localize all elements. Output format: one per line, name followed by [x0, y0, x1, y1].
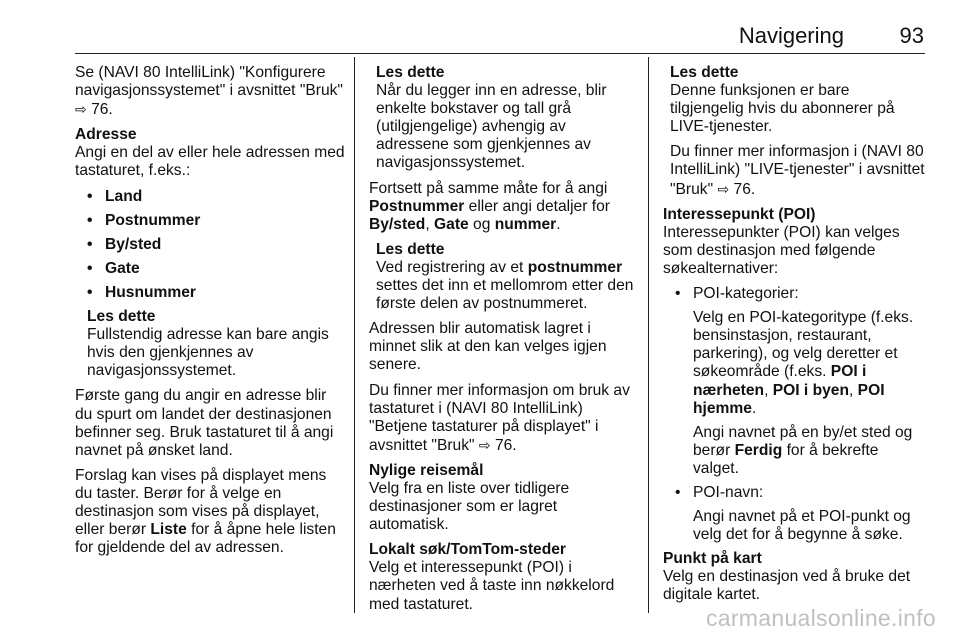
separator-text: , — [425, 215, 435, 233]
separator-text-2: og — [468, 215, 495, 233]
poi-nearby-option: POI i nærheten — [693, 363, 867, 399]
poi-category-text: Velg en POI-kategoritype (f.eks. bensinstasjon, restaurant, parkering), og velg deretter et søkeområde (f.eks. — [693, 309, 914, 381]
column-3 — [663, 64, 927, 612]
note-text — [376, 259, 639, 313]
suggestions-paragraph — [75, 467, 347, 557]
intro-paragraph — [75, 64, 347, 119]
local-search-text: Velg et interessepunkt (POI) i nærheten ved å taste inn nøkkelord med tastaturet. — [369, 559, 615, 613]
column-divider-1 — [354, 57, 355, 613]
suggestions-text-end: for å åpne hele listen for gjeldende del av adressen. — [75, 521, 336, 557]
poi-home-option: POI hjemme — [693, 381, 885, 417]
intro-text: Se (NAVI 80 IntelliLink) "Konfigurere navigasjonssystemet" i avsnittet "Bruk" — [75, 64, 343, 100]
page-ref-arrow-icon: ⇨ — [478, 436, 491, 453]
note-text: Når du legger inn en adresse, blir enkelte bokstaver og tall grå (utilgjengelige) avhengig av adressene som gjenkjennes av navigasjonssystemet. — [376, 82, 607, 172]
continue-text-2: eller angi detaljer for — [464, 197, 610, 215]
note-text-2 — [670, 143, 927, 198]
list-button-label: Liste — [150, 521, 187, 539]
continue-text: Fortsett på samme måte for å angi — [369, 179, 608, 197]
period-text: . — [556, 215, 561, 233]
address-field-list — [75, 188, 347, 302]
address-heading: Adresse — [75, 126, 137, 144]
local-search-heading: Lokalt søk/TomTom-steder — [369, 541, 566, 559]
continue-paragraph — [369, 180, 639, 234]
poi-category-label: • POI-kategorier: — [693, 285, 799, 303]
poi-category-confirm — [693, 424, 927, 478]
map-point-text: Velg en destinasjon ved å bruke det digitale kartet. — [663, 568, 911, 604]
note-text-start: Ved registrering av et — [376, 258, 528, 276]
first-time-paragraph: Første gang du angir en adresse blir du spurt om landet der destinasjonen befinner seg. Bruk tastaturet til å angi navnet på ønsket land. — [75, 387, 334, 459]
note-box — [376, 241, 639, 313]
note-text-2-start: Du finner mer informasjon i (NAVI 80 IntelliLink) "LIVE-tjenester" i avsnittet "Bruk" — [670, 143, 925, 198]
page-ref-arrow-icon: ⇨ — [75, 101, 87, 118]
note-text: Denne funksjonen er bare tilgjengelig hvis du abonnerer på LIVE-tjenester. — [670, 82, 895, 136]
list-item: • Husnummer — [75, 284, 347, 302]
note-text: Fullstendig adresse kan bare angis hvis den gjenkjennes av navigasjonssystemet. — [87, 326, 329, 380]
column-1 — [75, 64, 347, 564]
confirm-text-end: for å bekrefte valget. — [693, 441, 879, 477]
page-header — [0, 0, 960, 54]
poi-category-description — [693, 309, 927, 418]
more-info-page-ref: 76. — [490, 436, 517, 454]
suggestions-text: Forslag kan vises på displayet mens du taster. Berør for å velge en destinasjon som vises på displayet, eller berør — [75, 466, 327, 539]
poi-name-label: • POI-navn: — [693, 483, 764, 501]
local-search-section — [369, 541, 639, 613]
header-rule — [75, 53, 925, 54]
more-info-text: Du finner mer informasjon om bruk av tastaturet i (NAVI 80 IntelliLink) "Betjene tastaturer på displayet" i avsnittet "Bruk" — [369, 381, 630, 454]
separator-text-2: , — [849, 381, 858, 399]
saved-paragraph: Adressen blir automatisk lagret i minnet slik at den kan velges igjen senere. — [369, 320, 607, 374]
more-info-paragraph — [369, 382, 639, 455]
list-item: • Land — [75, 188, 347, 206]
period-text: . — [751, 399, 757, 417]
postcode-term: postnummer — [527, 258, 623, 276]
separator-text: , — [764, 381, 773, 399]
poi-category-item — [663, 285, 927, 303]
poi-text: Interessepunkter (POI) kan velges som destinasjon med følgende søkealternativer: — [663, 223, 900, 277]
postcode-label: Postnummer — [369, 197, 465, 215]
address-section — [75, 126, 347, 180]
note-box — [87, 308, 347, 380]
confirm-text: Angi navnet på en by/et sted og berør — [693, 423, 913, 459]
list-item: • By/sted — [75, 236, 347, 254]
recent-section — [369, 462, 639, 534]
poi-name-item — [663, 484, 927, 502]
note-heading: Les dette — [670, 64, 739, 81]
note-heading: Les dette — [376, 64, 445, 81]
map-point-heading: Punkt på kart — [663, 550, 762, 568]
street-label: Gate — [434, 215, 469, 233]
done-button-label: Ferdig — [734, 441, 783, 459]
list-item: • Postnummer — [75, 212, 347, 230]
note-box — [376, 64, 639, 173]
recent-heading: Nylige reisemål — [369, 461, 484, 479]
note-box — [670, 64, 927, 199]
page-number: 93 — [899, 23, 924, 48]
recent-text: Velg fra en liste over tidligere destinasjoner som er lagret automatisk. — [369, 479, 570, 534]
page-ref-arrow-icon: ⇨ — [717, 180, 730, 197]
column-divider-2 — [648, 57, 649, 613]
note-text-end: settes det inn et mellomrom etter den første delen av postnummeret. — [376, 277, 634, 313]
address-text: Angi en del av eller hele adressen med tastaturet, f.eks.: — [75, 144, 345, 180]
poi-city-option: POI i byen — [772, 381, 849, 399]
watermark: carmanualsonline.info — [705, 605, 936, 631]
note-page-ref: 76. — [729, 180, 756, 198]
number-label: nummer — [494, 215, 557, 233]
poi-name-description: Angi navnet på et POI-punkt og velg det for å begynne å søke. — [693, 508, 911, 544]
note-heading: Les dette — [376, 240, 445, 258]
note-heading: Les dette — [87, 308, 156, 326]
city-label: By/sted — [369, 215, 426, 233]
map-point-section — [663, 550, 927, 604]
list-item: • Gate — [75, 260, 347, 278]
column-2 — [369, 64, 639, 621]
chapter-title: Navigering — [738, 23, 844, 48]
intro-page-ref: 76. — [86, 101, 113, 119]
poi-heading: Interessepunkt (POI) — [663, 205, 816, 223]
poi-section — [663, 206, 927, 278]
